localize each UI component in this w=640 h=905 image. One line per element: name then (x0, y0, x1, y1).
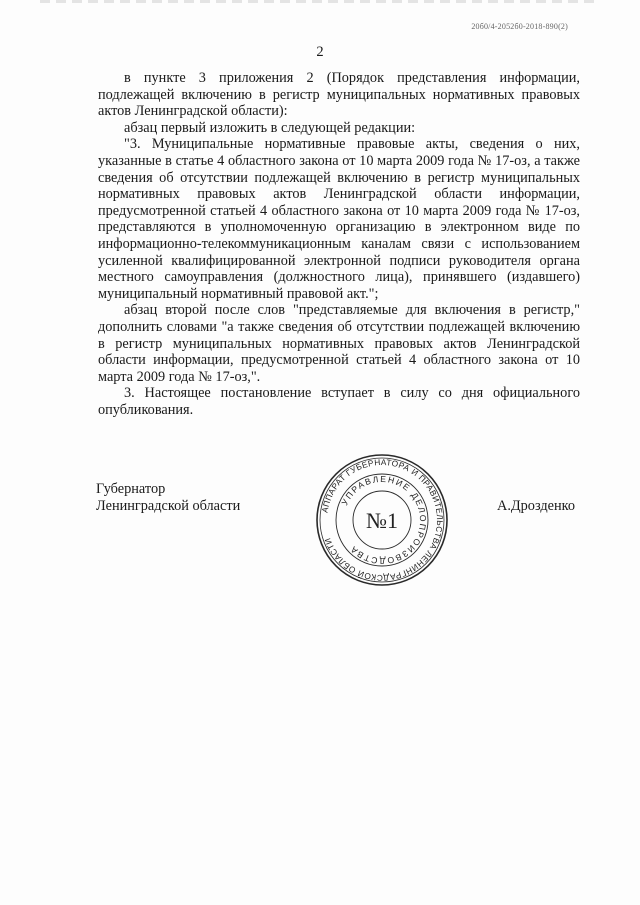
signatory-region: Ленинградской области (96, 498, 241, 514)
page-number: 2 (316, 44, 324, 60)
signatory-title: Губернатор (96, 481, 166, 497)
stamp-outer-text: АППАРАТ ГУБЕРНАТОРА И ПРАВИТЕЛЬСТВА ЛЕНИНГРАДСКОЙ ОБЛАСТИ (319, 456, 446, 584)
paragraph-2: абзац первый изложить в следующей редакции: (124, 119, 416, 136)
stamp-center-number: №1 (366, 508, 398, 533)
paragraph-1: в пункте 3 приложения 2 (Порядок представления информации, подлежащей включению в регистр муниципальных нормативных правовых актов Ленинградской области): (98, 70, 580, 120)
signatory-name: А.Дрозденко (497, 498, 575, 514)
paragraph-3: "3. Муниципальные нормативные правовые акты, сведения о них, указанные в статье 4 областного закона от 10 марта 2009 года № 17-оз, а также сведения об отсутствии подлежащей включению в регистр муниципальных нормативных правовых актов Ленинградской области информации, предусмотренной статьей 4 областного закона от 10 марта 2009 года № 17-оз, представляются в уполномоченную организацию в электронном виде по информационно-телекоммуникационным каналам связи с использованием усиленной квалифицированной электронной подписи руководителя органа местного самоуправления (должностного лица), принявшего (издавшего) муниципальный нормативный правовой акт."; (98, 136, 580, 302)
document-id: 20б0/4-2052б0-2018-890(2) (471, 22, 568, 31)
document-body (98, 70, 580, 418)
official-stamp-seal (314, 452, 450, 588)
paragraph-4: абзац второй после слов "представляемые для включения в регистр," дополнить словами "а также сведения об отсутствии подлежащей включению в регистр муниципальных нормативных правовых актов Ленинградской области информации, предусмотренной статьей 4 областного закона от 10 марта 2009 года № 17-оз,". (98, 302, 580, 385)
stamp-inner-text: УПРАВЛЕНИЕ ДЕЛОПРОИЗВОДСТВА (339, 473, 429, 567)
scan-top-edge (40, 0, 600, 3)
signatory-position (96, 481, 240, 515)
paragraph-5: 3. Настоящее постановление вступает в силу со дня официального опубликования. (98, 385, 580, 418)
